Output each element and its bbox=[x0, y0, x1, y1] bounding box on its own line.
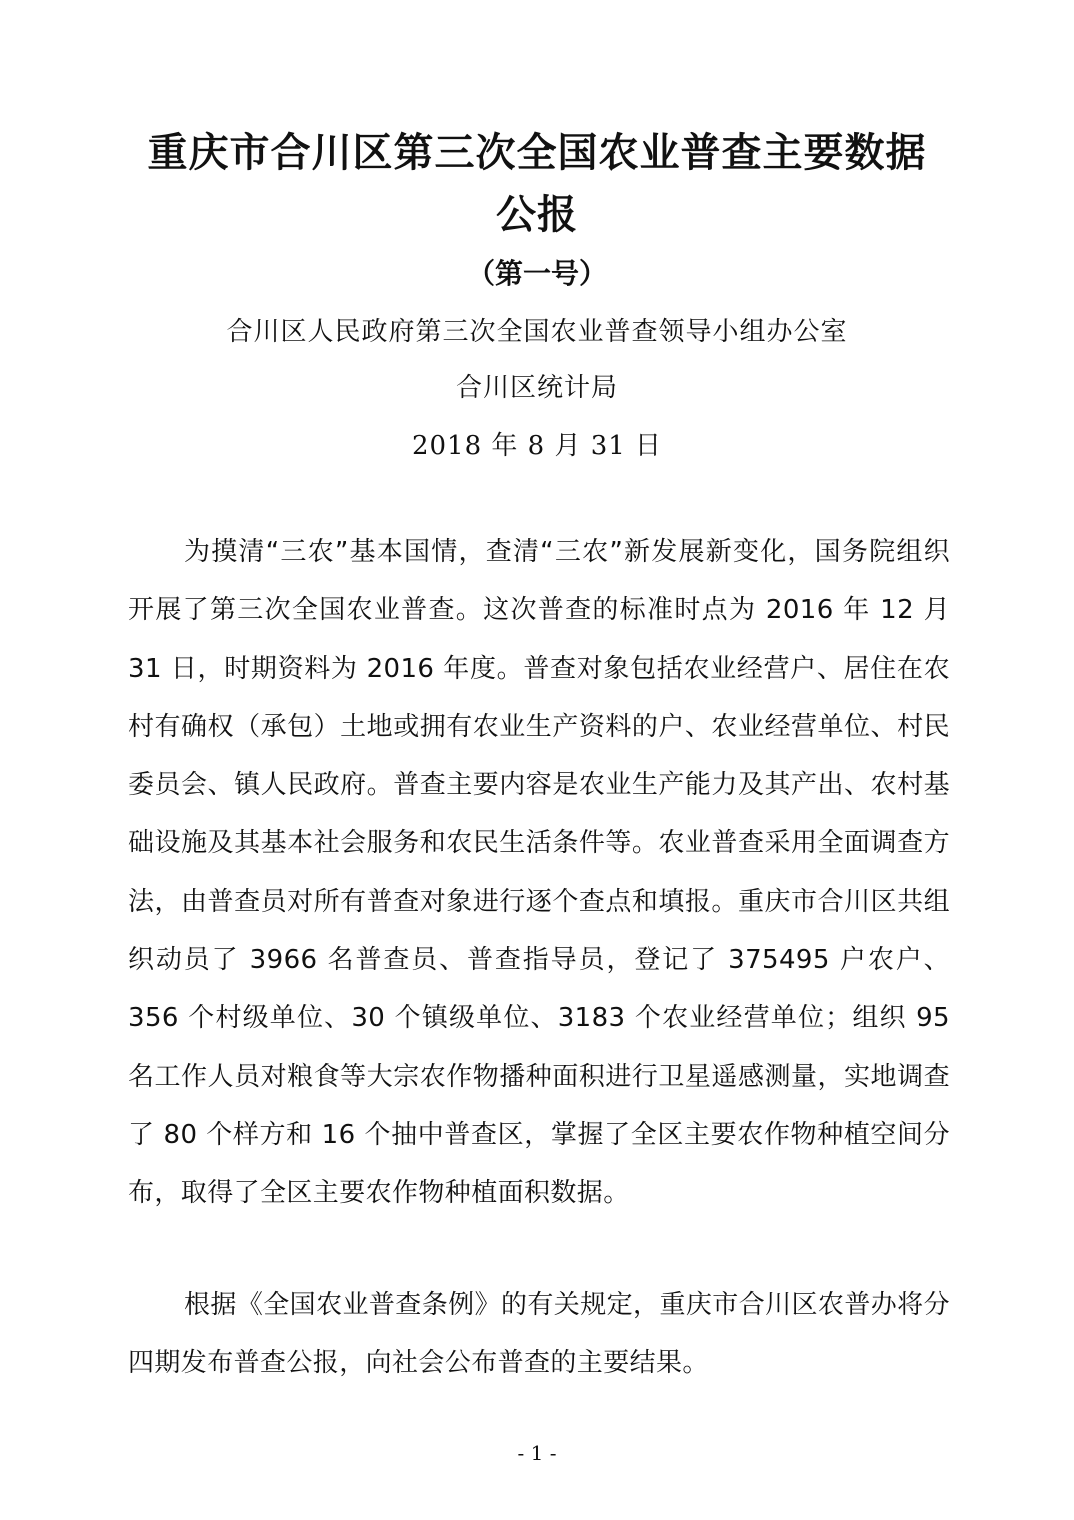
page-number: - 1 - bbox=[517, 1441, 557, 1465]
document-title-line-2: 公报 bbox=[496, 191, 578, 238]
issuer-office: 合川区人民政府第三次全国农业普查领导小组办公室 bbox=[226, 317, 848, 347]
issuer-bureau: 合川区统计局 bbox=[455, 373, 618, 403]
publish-date: 2018 年 8 月 31 日 bbox=[411, 431, 663, 461]
body-paragraph-2: 根据《全国农业普查条例》的有关规定，重庆市合川区农普办将分四期发布普查公报，向社会公布普查的主要结果。 bbox=[128, 1290, 950, 1379]
document-title-line-1: 重庆市合川区第三次全国农业普查主要数据 bbox=[147, 129, 927, 176]
body-paragraph-1: 为摸清“三农”基本国情，查清“三农”新发展新变化，国务院组织开展了第三次全国农业普查。这次普查的标准时点为 2016 年 12 月 31 日，时期资料为 2016 年度。普查对象包括农业经营户、居住在农村有确权（承包）土地或拥有农业生产资料的户、农业经营单位、村民委员会、镇人民政府。普查主要内容是农业生产能力及其产出、农村基础设施及其基本社会服务和农民生活条件等。农业普查采用全面调查方法，由普查员对所有普查对象进行逐个查点和填报。重庆市合川区共组织动员了 3966 名普查员、普查指导员，登记了 375495 户农户、356 个村级单位、30 个镇级单位、3183 个农业经营单位；组织 95 名工作人员对粮食等大宗农作物播种面积进行卫星遥感测量，实地调查了 80 个样方和 16 个抽中普查区，掌握了全区主要农作物种植空间分布，取得了全区主要农作物种植面积数据。 bbox=[128, 537, 950, 1209]
issue-number: （第一号） bbox=[466, 257, 607, 290]
